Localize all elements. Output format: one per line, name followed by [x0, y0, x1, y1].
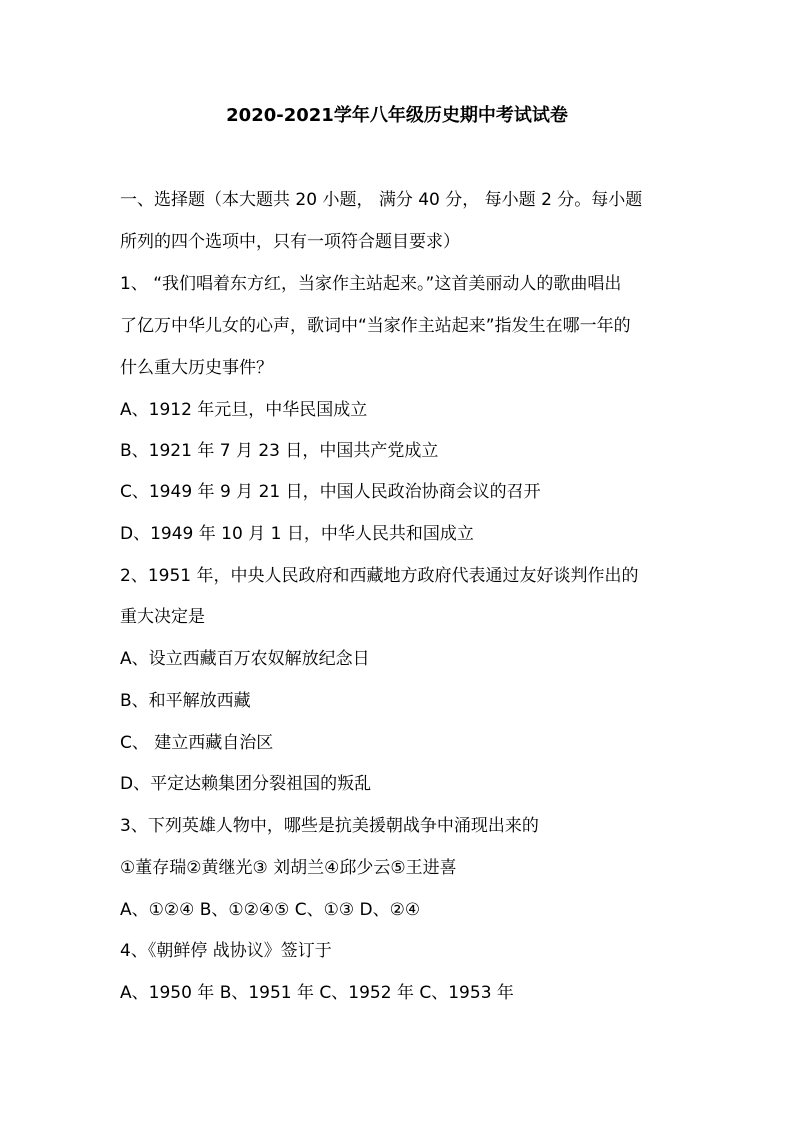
question-2-line-1: 2、1951 年，中央人民政府和西藏地方政府代表通过友好谈判作出的 [120, 566, 639, 586]
question-2-option-b: B、和平解放西藏 [120, 691, 251, 711]
question-1-option-b: B、1921 年 7 月 23 日，中国共产党成立 [120, 441, 439, 461]
question-1-line-3: 什么重大历史事件？ [120, 358, 273, 378]
exam-title: 2020-2021学年八年级历史期中考试试卷 [226, 105, 568, 126]
question-3-line-2: ①董存瑞②黄继光③ 刘胡兰④邱少云⑤王进喜 [120, 858, 457, 878]
section-heading-line-1: 一、选择题（本大题共 20 小题， 满分 40 分， 每小题 2 分。每小题 [120, 190, 643, 210]
question-1-line-2: 了亿万中华儿女的心声，歌词中“当家作主站起来”指发生在哪一年的 [120, 316, 631, 336]
question-1-option-d: D、1949 年 10 月 1 日，中华人民共和国成立 [120, 524, 474, 544]
section-heading-line-2: 所列的四个选项中，只有一项符合题目要求） [120, 232, 460, 252]
question-2-line-2: 重大决定是 [120, 607, 205, 627]
question-4-line-1: 4、《朝鲜停 战协议》签订于 [120, 941, 332, 961]
question-3-line-1: 3、下列英雄人物中，哪些是抗美援朝战争中涌现出来的 [120, 816, 539, 836]
question-3-options: A、①②④ B、①②④⑤ C、①③ D、②④ [120, 900, 421, 920]
question-1-option-c: C、1949 年 9 月 21 日，中国人民政治协商会议的召开 [120, 482, 541, 502]
question-4-options: A、1950 年 B、1951 年 C、1952 年 C、1953 年 [120, 983, 514, 1003]
question-2-option-c: C、 建立西藏自治区 [120, 733, 274, 753]
question-2-option-d: D、平定达赖集团分裂祖国的叛乱 [120, 774, 372, 794]
question-1-line-1: 1、 “我们唱着东方红，当家作主站起来。”这首美丽动人的歌曲唱出 [120, 274, 622, 294]
question-1-option-a: A、1912 年元旦，中华民国成立 [120, 400, 368, 420]
question-2-option-a: A、设立西藏百万农奴解放纪念日 [120, 649, 370, 669]
